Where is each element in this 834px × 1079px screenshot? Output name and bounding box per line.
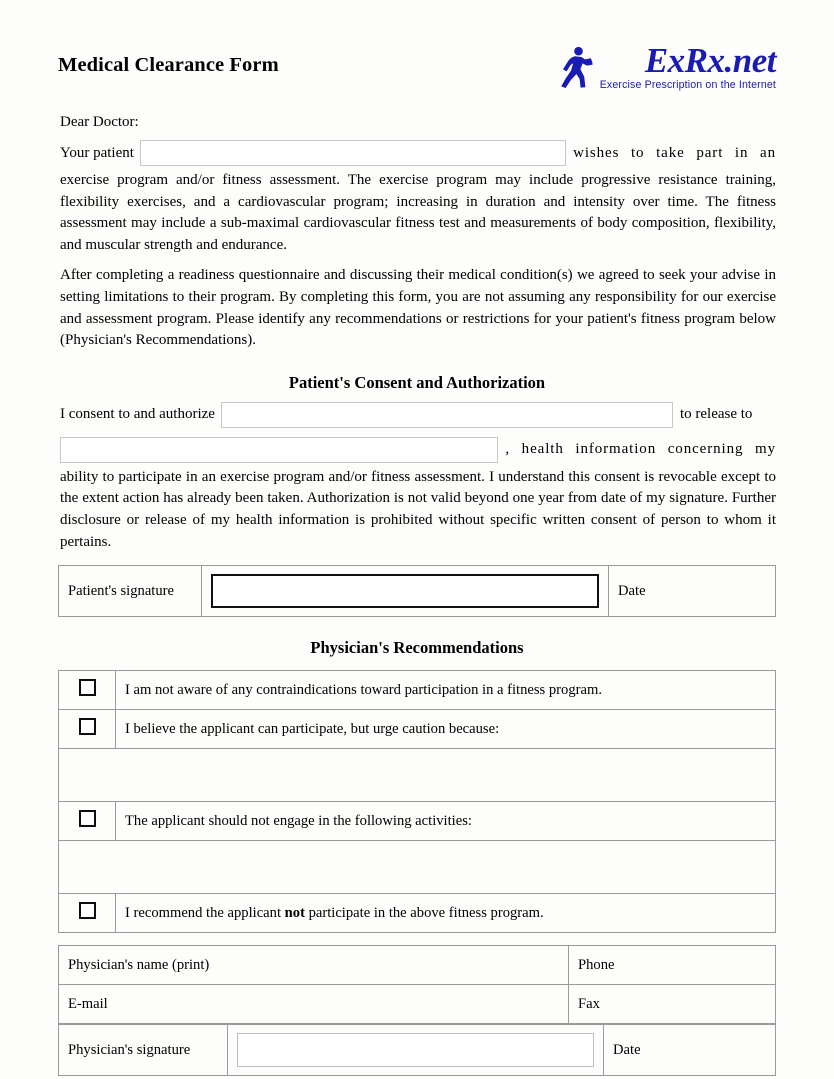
recommendation-text-before: I recommend the applicant — [125, 904, 285, 921]
recommendation-write-in-caution[interactable] — [59, 749, 776, 802]
physician-phone-label[interactable]: Phone — [569, 946, 776, 985]
consent-heading: Patient's Consent and Authorization — [288, 372, 546, 392]
patient-signature-table — [58, 565, 776, 617]
exrx-logo[interactable] — [560, 41, 776, 91]
consent-authorize-input[interactable] — [221, 402, 673, 428]
recommendation-checkbox-cell[interactable] — [59, 710, 116, 749]
consent-health-info-text: , health information concerning my — [505, 441, 776, 458]
logo-text — [599, 41, 776, 91]
physician-signature-label: Physician's signature — [59, 1025, 228, 1076]
physician-name-label[interactable]: Physician's name (print) — [59, 946, 569, 985]
table-row — [59, 710, 776, 749]
table-row — [59, 566, 776, 617]
patient-name-input[interactable] — [140, 140, 566, 166]
checkbox-recommend-not-participate-icon[interactable] — [79, 902, 96, 919]
recommendation-label: The applicant should not engage in the following activities: — [116, 802, 776, 841]
patient-signature-label: Patient's signature — [59, 566, 202, 617]
table-row — [59, 985, 776, 1024]
logo-wordmark: ExRx.net — [644, 41, 776, 80]
table-row — [59, 946, 776, 985]
table-row — [59, 894, 776, 933]
consent-paragraph: ability to participate in an exercise program and/or fitness assessment. I understand this consent is revocable except to the extent action has already been taken. Authorization is not valid beyond one year from date of my signature. Further disclosure or release of my health information is prohibited without specific written consent of person to whom it pertains. — [60, 468, 776, 550]
checkbox-should-not-engage-icon[interactable] — [79, 810, 96, 827]
physician-date-label[interactable]: Date — [604, 1025, 776, 1076]
recommendation-checkbox-cell[interactable] — [59, 894, 116, 933]
checkbox-urge-caution-icon[interactable] — [79, 718, 96, 735]
consent-authorize-row — [60, 402, 776, 428]
salutation: Dear Doctor: — [60, 114, 139, 130]
table-row — [59, 841, 776, 894]
letter-paragraph-1: exercise program and/or fitness assessment. The exercise program may include progressive resistance training, flexibility exercises, and a cardiovascular program; increasing in duration and intensity over time. The fitness assessment may include a sub-maximal cardiovascular fitness test and measurements of body composition, flexibility, and muscular strength and endurance. — [60, 172, 776, 253]
recommendation-label — [116, 894, 776, 933]
recommendation-write-in-activities[interactable] — [59, 841, 776, 894]
recommendations-heading: Physician's Recommendations — [310, 638, 524, 658]
patient-signature-input[interactable] — [211, 574, 599, 608]
recommendation-checkbox-cell[interactable] — [59, 802, 116, 841]
your-patient-label: Your patient — [60, 144, 134, 161]
recommendations-table — [58, 670, 776, 933]
recommendation-label: I am not aware of any contraindications toward participation in a fitness program. — [116, 671, 776, 710]
wishes-to-take-part-text: wishes to take part in an — [573, 144, 776, 161]
recommendation-label: I believe the applicant can participate, but urge caution because: — [116, 710, 776, 749]
physician-email-label[interactable]: E-mail — [59, 985, 569, 1024]
consent-release-to-label: to release to — [679, 406, 753, 423]
consent-release-row — [60, 437, 776, 463]
physician-fax-label[interactable]: Fax — [569, 985, 776, 1024]
table-row — [59, 1025, 776, 1076]
page-title: Medical Clearance Form — [58, 54, 279, 76]
letter-paragraph-2: After completing a readiness questionnaire and discussing their medical condition(s) we agreed to seek your advise in setting limitations to their program. By completing this form, you are not assuming any responsibility for our exercise and assessment program. Please identify any recommendations or restrictions for your patient's fitness program below (Physician's Recommendations). — [60, 267, 776, 349]
recommendation-checkbox-cell[interactable] — [59, 671, 116, 710]
patient-signature-cell — [202, 566, 609, 617]
physician-signature-input[interactable] — [237, 1033, 594, 1067]
page-header — [58, 40, 776, 100]
recommendation-text-after: participate in the above fitness program. — [304, 904, 544, 921]
physician-info-table — [58, 945, 776, 1024]
patient-name-row — [60, 140, 776, 166]
table-row — [59, 749, 776, 802]
consent-release-input[interactable] — [60, 437, 498, 463]
recommendation-text-emphasis: not — [284, 904, 305, 921]
physician-signature-table — [58, 1024, 776, 1076]
physician-signature-cell — [228, 1025, 604, 1076]
checkbox-no-contraindications-icon[interactable] — [79, 679, 96, 696]
logo-tagline: Exercise Prescription on the Internet — [599, 78, 776, 91]
patient-date-label[interactable]: Date — [609, 566, 776, 617]
table-row — [59, 802, 776, 841]
table-row — [59, 671, 776, 710]
running-figure-icon — [560, 46, 594, 88]
consent-authorize-label: I consent to and authorize — [60, 406, 215, 423]
